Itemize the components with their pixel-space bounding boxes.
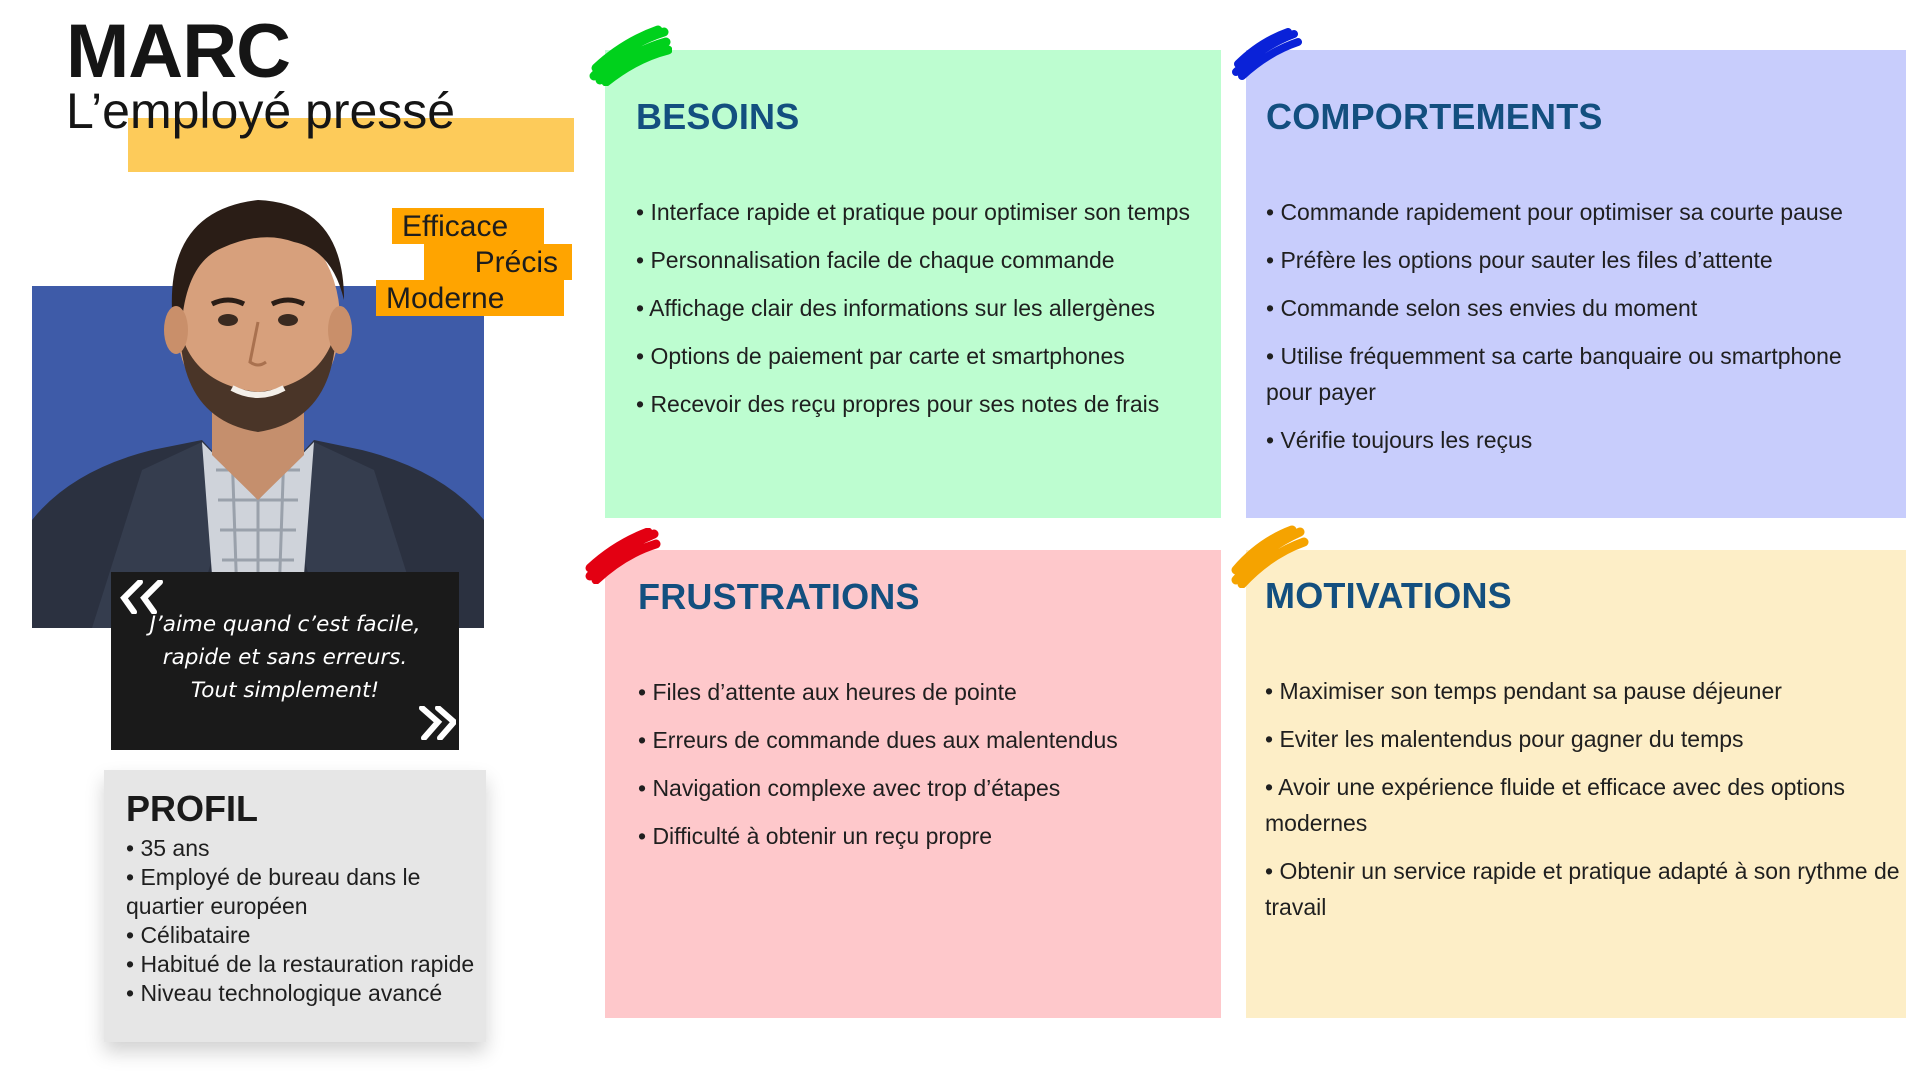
comportements-item: • Vérifie toujours les reçus: [1266, 427, 1533, 453]
green-brush-mark: [586, 24, 672, 86]
besoins-item: • Personnalisation facile de chaque commande: [636, 247, 1115, 273]
comportements-item: • Commande selon ses envies du moment: [1266, 295, 1698, 321]
besoins-title: BESOINS: [636, 96, 800, 137]
quote-line: Tout simplement!: [190, 678, 380, 703]
frustrations-title: FRUSTRATIONS: [638, 576, 920, 617]
comportements-list: [1266, 194, 1891, 470]
besoins-item: • Options de paiement par carte et smartphones: [636, 343, 1125, 369]
motivations-list: [1265, 673, 1900, 937]
profile-item: • 35 ans: [126, 835, 210, 861]
comportements-item: • Préfère les options pour sauter les files d’attente: [1266, 247, 1773, 273]
persona-subtitle: L’employé pressé: [66, 83, 456, 139]
frustrations-item: • Difficulté à obtenir un reçu propre: [638, 823, 993, 849]
quote-line: rapide et sans erreurs.: [162, 645, 408, 670]
comportements-title: COMPORTEMENTS: [1266, 96, 1603, 137]
motivations-title: MOTIVATIONS: [1265, 575, 1512, 616]
frustrations-item: • Navigation complexe avec trop d’étapes: [638, 775, 1061, 801]
besoins-item: • Interface rapide et pratique pour optimiser son temps: [636, 199, 1190, 225]
besoins-list: [636, 194, 1226, 434]
profile-item: • Habitué de la restauration rapide: [126, 951, 475, 977]
blue-brush-mark: [1230, 28, 1302, 80]
persona-quote: [111, 608, 459, 707]
quote-line: J’aime quand c’est facile,: [149, 612, 421, 637]
close-quote-icon: [410, 706, 456, 740]
profile-item: • Employé de bureau dans le quartier européen: [126, 864, 421, 919]
frustrations-item: • Erreurs de commande dues aux malentendus: [638, 727, 1118, 753]
comportements-item: • Utilise fréquemment sa carte banquaire ou smartphone pour payer: [1266, 343, 1842, 405]
motivations-item: • Obtenir un service rapide et pratique adapté à son rythme de travail: [1265, 858, 1900, 920]
motivations-item: • Avoir une expérience fluide et efficace avec des options modernes: [1265, 774, 1846, 836]
trait-tag: Moderne: [376, 280, 564, 316]
besoins-item: • Affichage clair des informations sur les allergènes: [636, 295, 1156, 321]
persona-name: MARC: [66, 9, 290, 94]
profile-item: • Célibataire: [126, 922, 251, 948]
profile-title: PROFIL: [126, 788, 258, 829]
profile-list: [126, 834, 498, 1008]
motivations-item: • Eviter les malentendus pour gagner du temps: [1265, 726, 1744, 752]
besoins-item: • Recevoir des reçu propres pour ses notes de frais: [636, 391, 1160, 417]
frustrations-item: • Files d’attente aux heures de pointe: [638, 679, 1017, 705]
trait-tag: Efficace: [392, 208, 544, 244]
frustrations-list: [638, 674, 1208, 866]
comportements-item: • Commande rapidement pour optimiser sa courte pause: [1266, 199, 1843, 225]
trait-tag: Précis: [424, 244, 572, 280]
motivations-item: • Maximiser son temps pendant sa pause déjeuner: [1265, 678, 1782, 704]
profile-item: • Niveau technologique avancé: [126, 980, 443, 1006]
